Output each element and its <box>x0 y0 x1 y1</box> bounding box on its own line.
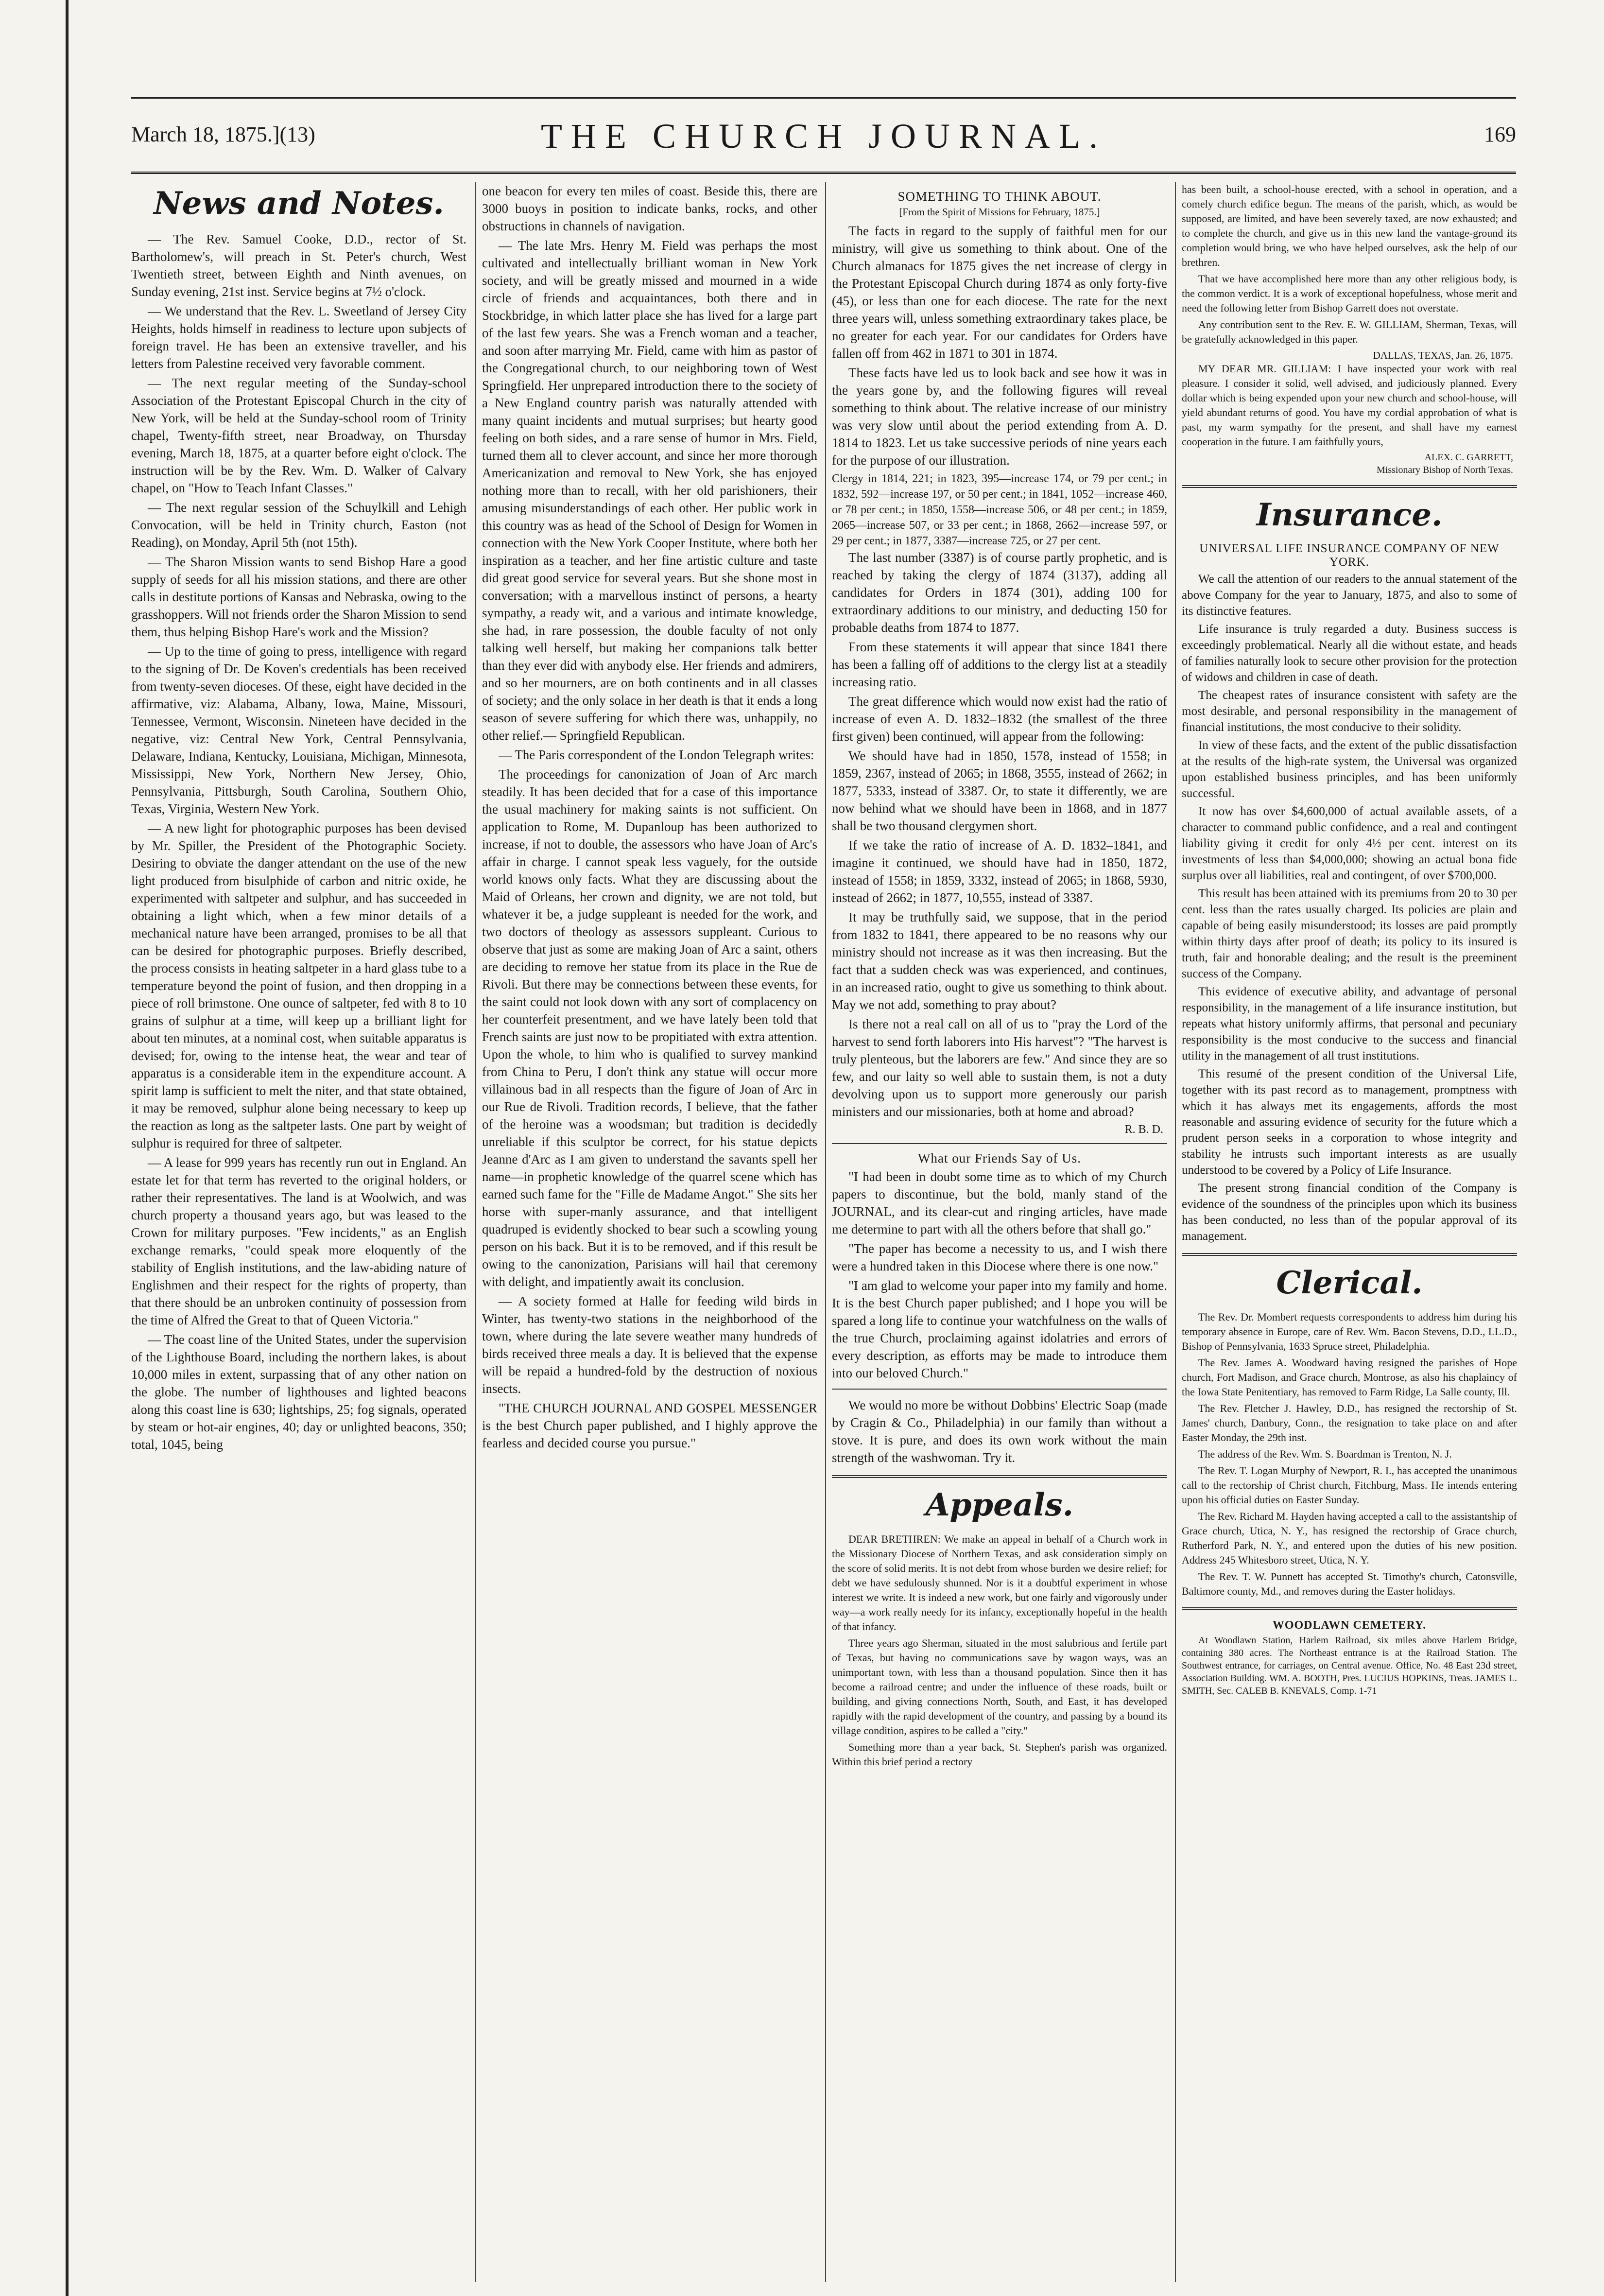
article-paragraph: From these statements it will appear that since 1841 there has been a falling off of additions to the clergy list at a steadily increasing ratio. <box>832 640 1167 689</box>
news-item-quote: The proceedings for canonization of Joan of Arc march steadily. It has been decided that for a case of this importance the usual machinery for making saints is not sufficient. On application to Rome, M. Dupanloup has been authorized to increase, if not to double, the assessors who have Joan of Arc's affair in charge. I cannot speak less vaguely, for the outside world knows only facts. What they are discussing about the Maid of Orleans, her crown and dignity, we are not told, but whatever it be, a judge suppleant is needed for the work, and two doctors of theology as assessors suppleant. Curious to observe that just as some are making Joan of Arc a saint, others are deciding to remove her statue from its place in the Rue de Rivoli. But there may be connections between these events, for the saint could not look down with any sort of complacency on her counterfeit presentment, and we have lately been told that French saints are just now to be propitiated with extra attention. Upon the whole, to him who is qualified to survey mankind from China to Peru, I don't think any statue will occur more villainous bad in all respects than the figure of Joan of Arc in our Rue de Rivoli. Tradition records, I believe, that the father of the heroine was a woodsman; but tradition is decidedly unreliable if this sculptor be correct, for his statue depicts Jeanne d'Arc as I am given to understand the savants spell her name—in prophetic knowledge of the quarrel scene which has earned such fame for the "Fille de Madame Angot." She sits her horse with super-manly assurance, and that intelligent quadruped is evidently shocked to bear such a scowling young person on his back. But it is to be removed, and if this result be owing to the canonization, Parisians will hail that ceremony with delight, and impatiently await its conclusion. <box>482 767 817 1289</box>
letter-dateline: DALLAS, TEXAS, Jan. 26, 1875. <box>1373 349 1513 361</box>
article-paragraph: If we take the ratio of increase of A. D. 1832–1841, and imagine it continued, we should have had in 1850, 1872, instead of 1558; in 1859, 3332, instead of 2065; in 1868, 5930, instead of 2662; in 1877, 10,555, instead of 3387. <box>832 838 1167 905</box>
testimonial: "I had been in doubt some time as to which of my Church papers to discontinue, but the bold, manly stand of the JOURNAL, and its clear-cut and ringing articles, have made me determine to part with all the others before that shall go." <box>832 1169 1167 1236</box>
newspaper-title: THE CHURCH JOURNAL. <box>540 117 1107 156</box>
page-number: 169 <box>1484 122 1516 146</box>
appeal-paragraph: That we have accomplished here more than any other religious body, is the common verdict. It is a work of exceptional hopefulness, whose merit and need the following letter from Bishop Garrett does not overstate. <box>1182 273 1517 314</box>
clerical-notice: The Rev. Richard M. Hayden having accepted a call to the assistantship of Grace church, Utica, N. Y., has resigned the rectorship of Grace church, Rutherford Park, N. Y., and entered upon the duties of his new position. Address 245 Whitesboro street, Utica, N. Y. <box>1182 1510 1517 1566</box>
clerical-notice: The Rev. T. W. Punnett has accepted St. Timothy's church, Catonsville, Baltimore county, Md., and removes during the Easter holidays. <box>1182 1570 1517 1597</box>
news-item: — We understand that the Rev. L. Sweetland of Jersey City Heights, holds himself in readiness to lecture upon subjects of foreign travel. He has been an extensive traveller, and his letters from Palestine received very favorable comment. <box>131 304 466 371</box>
news-item: — The next regular session of the Schuylkill and Lehigh Convocation, will be held in Trinity church, Easton (not Reading), on Monday, April 5th (not 15th). <box>131 500 466 550</box>
column-4 <box>1182 182 1517 2282</box>
insurance-paragraph: Life insurance is truly regarded a duty. Business success is exceedingly problematical. Nearly all die without estate, and heads of families naturally look to secure other provision for the protection of widows and children in case of death. <box>1182 623 1517 684</box>
section-heading-news: News and Notes. <box>154 185 444 222</box>
letter-signature-title: Missionary Bishop of North Texas. <box>1377 465 1513 475</box>
news-item: — The coast line of the United States, under the supervision of the Lighthouse Board, including the northern lakes, is about 10,000 miles in extent, surpassing that of any other nation on the globe. The number of lighthouses and lighted beacons along this coast line is 630; lightships, 25; fog signals, operated by steam or hot-air engines, 40; day or unlighted beacons, 350; total, 1045, being <box>131 1332 466 1452</box>
appeal-paragraph: Three years ago Sherman, situated in the most salubrious and fertile part of Texas, but having no communications save by wagon ways, was an unimportant town, with less than a thousand population. Since then it has become a railroad centre; and under the influence of these roads, built or building, and giving connections North, South, and East, it has developed rapidly with the rapid development of the country, and passing by a bound its village condition, aspires to be called a "city." <box>832 1637 1167 1737</box>
soap-advertisement: We would no more be without Dobbins' Electric Soap (made by Cragin & Co., Philadelphia) in our family than without a stove. It is pure, and does its own work without the main strength of the washwoman. Try it. <box>832 1398 1167 1465</box>
article-paragraph: We should have had in 1850, 1578, instead of 1558; in 1859, 2367, instead of 2065; in 1868, 3555, instead of 2662; in 1877, 5333, instead of 3387. Or, to state it differently, we are now behind what we should have been in 1868, and in 1877 shall be two thousand clergymen short. <box>832 748 1167 833</box>
column-3 <box>832 182 1167 2282</box>
news-item: — Up to the time of going to press, intelligence with regard to the signing of Dr. De Koven's credentials has been received from twenty-seven dioceses. Of these, eight have decided in the affirmative, viz: Alabama, Albany, Iowa, Maine, Missouri, Tennessee, Vermont, Wisconsin. Nineteen have decided in the negative, viz: Central New York, Central Pennsylvania, Delaware, Indiana, Kentucky, Louisiana, Michigan, Minnesota, Mississippi, New York, Northern New Jersey, Ohio, Pennsylvania, Pittsburgh, South Carolina, Southern Ohio, Texas, Virginia, Western New York. <box>131 644 466 816</box>
clerical-notice: The address of the Rev. Wm. S. Boardman is Trenton, N. J. <box>1198 1448 1452 1460</box>
insurance-paragraph: In view of these facts, and the extent of the public dissatisfaction at the results of the high-rate system, the Universal was organized upon established business principles, and has been uniformly successful. <box>1182 739 1517 800</box>
insurance-paragraph: It now has over $4,600,000 of actual available assets, of a character to command public confidence, and a real and contingent liability giving it credit for only 4½ per cent. interest on its investments of less than $4,000,000; showing an actual bona fide surplus over all liabilities, real and contingent, of over $700,000. <box>1182 805 1517 882</box>
insurance-company-title: UNIVERSAL LIFE INSURANCE COMPANY OF NEW YORK. <box>1199 542 1500 569</box>
appeal-paragraph: has been built, a school-house erected, with a school in operation, and a comely church edifice begun. The means of the parish, which, as would be supposed, are limited, and have been severely taxed, are now exhausted; and to complete the church, and give us in this new land the vantage-ground its completion would bring, we who have helped ourselves, ask the help of our brethren. <box>1182 183 1517 268</box>
columns <box>131 182 1516 2282</box>
bishop-letter: MY DEAR MR. GILLIAM: I have inspected your work with real pleasure. I consider it solid, well advised, and judiciously planned. Every dollar which is being expended upon your new church and school-house, will yield abundant returns of good. You have my cordial approbation of what is past, my warm sympathy for the present, and shall have my earnest cooperation in the future. I am faithfully yours, <box>1182 363 1517 448</box>
divider <box>832 1389 1167 1390</box>
news-item: — A lease for 999 years has recently run out in England. An estate let for that term has reverted to the original holders, or rather their representatives. The land is at Woolwich, and was church property a thousand years ago, but was leased to the Crown for military purposes. "Few incidents," as an English exchange remarks, "could speak more eloquently of the stability of English institutions, and the law-abiding nature of Englishmen and their respect for the rights of property, than that there should be an unbroken continuity of possession from the time of Alfred the Great to that of Queen Victoria." <box>131 1155 466 1327</box>
left-margin-rule <box>66 0 69 2296</box>
testimonial: "I am glad to welcome your paper into my family and home. It is the best Church paper published; and I hope you will be spared a long life to continue your watchfulness on the walls of the true Church, proclaiming against idolatries and errors of every description, as efforts may be made to introduce them into our beloved Church." <box>832 1278 1167 1380</box>
issue-date: March 18, 1875.](13) <box>131 122 315 146</box>
insurance-paragraph: The present strong financial condition of the Company is evidence of the soundness of the principles upon which its business has been conducted, no less than of the popular approval of its management. <box>1182 1182 1517 1243</box>
article-paragraph: The last number (3387) is of course partly prophetic, and is reached by taking the clergy of 1874 (3137), adding all candidates for Orders in 1874 (301), adding 100 for extraordinary additions to our ministry, and deducting 150 for probable deaths from 1874 to 1877. <box>832 550 1167 635</box>
section-heading-clerical: Clerical. <box>1276 1265 1423 1301</box>
news-item: — A society formed at Halle for feeding wild birds in Winter, has twenty-two stations in the neighborhood of the town, where during the late severe weather many hundreds of birds received three meals a day. It is believed that the expense will be repaid a hundred-fold by the destruction of noxious insects. <box>482 1294 817 1396</box>
divider <box>1182 1253 1517 1256</box>
insurance-paragraph: We call the attention of our readers to the annual statement of the above Company for the year to January, 1875, and also to some of its distinctive features. <box>1182 573 1517 618</box>
article-heading-friends: What our Friends Say of Us. <box>918 1151 1081 1165</box>
news-item: — A new light for photographic purposes has been devised by Mr. Spiller, the President of the Photographic Society. Desiring to obviate the danger attendant on the use of the new light produced from bisulphide of carbon and nitric oxide, he experimented with saltpeter and sulphur, and has succeeded in obtaining a light which, when a few minor details of a mechanical nature have been arranged, promises to be all that can be desired for photographic purposes. Briefly described, the process consists in heating saltpeter in a hard glass tube to a temperature beyond the point of fusion, and then dropping in a piece of roll brimstone. One ounce of saltpeter, fed with 8 to 10 grains of sulphur at a time, will keep up a brilliant light for about ten minutes, at a nominal cost, when suitable apparatus is devised; for, owing to the intense heat, the wear and tear of apparatus is a considerable item in the expenditure account. A spirit lamp is sufficient to melt the niter, and that state obtained, it may be removed, sulphur alone being necessary to keep up the reaction as long as the saltpeter lasts. One part by weight of sulphur is required for three of saltpeter. <box>131 821 466 1150</box>
testimonial: "THE CHURCH JOURNAL AND GOSPEL MESSENGER is the best Church paper published, and I highly approve the fearless and decided course you pursue." <box>482 1401 817 1450</box>
column-divider <box>475 182 476 2282</box>
news-item: — The late Mrs. Henry M. Field was perhaps the most cultivated and intellectually brilliant woman in New York society, and will be greatly missed and mourned in a wide circle of friends and acquaintances, both there and in Stockbridge, in which latter place she has lived for a large part of the last few years. She was a French woman and a teacher, and soon after marrying Mr. Field, came with him as pastor of the Congregational church, to our neighboring town of West Springfield. Her unprepared introduction there to the society of a New England country parish was naturally attended with many quaint incidents and mutual surprises; but hearty good feeling on both sides, and a rare sense of humor in Mrs. Field, turned them all to clever account, and since her more thorough Americanization and removal to New York, she has enjoyed nothing more than to recall, with her old parishioners, their amusing misunderstandings of each other. Her public work in this country was as head of the School of Design for Women in connection with the New York Cooper Institute, where both her inspiration as a teacher, and her fine artistic culture and taste did great good service for several years. But she shone most in conversation; with a marvellous instinct of persons, a hearty sympathy, a ready wit, and a various and intimate knowledge, she had, in rare possession, the double faculty of not only talking well herself, but making her companions talk better than they ever did with anybody else. Her friends and admirers, and so her mourners, are on both continents and in all classes of society; and the only solace in her death is that it ends a long season of severe suffering for which there was, unhappily, no other relief.— Springfield Republican. <box>482 238 817 743</box>
article-paragraph: Is there not a real call on all of us to "pray the Lord of the harvest to send forth laborers into His harvest"? "The harvest is truly plenteous, but the laborers are few." And since they are so few, and our laity so well able to sustain them, is not a duty devolving upon us to support more generously our parish ministers and our missionaries, both at home and abroad? <box>832 1017 1167 1119</box>
news-item: one beacon for every ten miles of coast. Beside this, there are 3000 buoys in position to indicate banks, rocks, and other obstructions in channels of navigation. <box>482 184 817 233</box>
divider <box>1182 485 1517 488</box>
article-signature: R. B. D. <box>1124 1123 1163 1136</box>
column-divider <box>1175 182 1176 2282</box>
divider <box>832 1143 1167 1144</box>
article-source: [From the Spirit of Missions for February, 1875.] <box>899 206 1100 218</box>
insurance-paragraph: The cheapest rates of insurance consistent with safety are the most desirable, and personal responsibility in the management of financial institutions, the most conducive to their solidity. <box>1182 689 1517 734</box>
masthead <box>131 97 1516 174</box>
article-heading-think: SOMETHING TO THINK ABOUT. <box>897 189 1102 204</box>
cemetery-ad-title: WOODLAWN CEMETERY. <box>1272 1619 1427 1632</box>
column-2 <box>482 182 817 2282</box>
news-item: — The Sharon Mission wants to send Bishop Hare a good supply of seeds for all his mission stations, and there are other calls in destitute portions of Kansas and Nebraska, owing to the grasshoppers. Will not friends order the Sharon Mission to send them, thus helping Bishop Hare's work and the Mission? <box>131 555 466 639</box>
news-item: — The Rev. Samuel Cooke, D.D., rector of St. Bartholomew's, will preach in St. Peter's church, West Twentieth street, between Eighth and Ninth avenues, on Sunday evening, 21st inst. Service begins at 7½ o'clock. <box>131 232 466 299</box>
clerical-notice: The Rev. James A. Woodward having resigned the parishes of Hope church, Fort Madison, and Grace church, Montrose, as also his chaplaincy of the Iowa State Penitentiary, has removed to Farm Ridge, La Salle county, Ill. <box>1182 1357 1517 1398</box>
clergy-statistics: Clergy in 1814, 221; in 1823, 395—increase 174, or 79 per cent.; in 1832, 592—increase 197, or 50 per cent.; in 1841, 1052—increase 460, or 78 per cent.; in 1850, 1558—increase 506, or 48 per cent.; in 1859, 2065—increase 507, or 33 per cent.; in 1868, 2662—increase 597, or 29 per cent.; in 1877, 3387—increase 725, or 27 per cent. <box>832 472 1167 547</box>
news-item: — The Paris correspondent of the London Telegraph writes: <box>499 748 814 762</box>
column-divider <box>825 182 826 2282</box>
insurance-paragraph: This evidence of executive ability, and advantage of personal responsibility, in the management of a life insurance institution, but repeats what history uniformly affirms, that personal and pecuniary responsibility is the most conducive to the success and financial utility in the management of all trust institutions. <box>1182 985 1517 1062</box>
clerical-notice: The Rev. Fletcher J. Hawley, D.D., has resigned the rectorship of St. James' church, Danbury, Conn., the resignation to take place on and after Easter Monday, the 29th inst. <box>1182 1402 1517 1444</box>
column-1 <box>131 182 466 2282</box>
appeal-paragraph: Something more than a year back, St. Stephen's parish was organized. Within this brief period a rectory <box>832 1741 1167 1768</box>
article-paragraph: These facts have led us to look back and see how it was in the years gone by, and the following figures will reveal something to think about. The relative increase of our ministry was very slow until about the period extending from A. D. 1814 to 1823. Let us take successive periods of nine years each for the purpose of our illustration. <box>832 365 1167 468</box>
appeal-paragraph: DEAR BRETHREN: We make an appeal in behalf of a Church work in the Missionary Diocese of Northern Texas, and ask consideration simply on the score of solid merits. It is not debt from whose burden we desire relief; for debt we have sedulously shunned. Nor is it a doubtful experiment in whose interest we write. It is indeed a new work, but one fairly and vigorously under way—a work really needy for its infancy, exceptionally hopeful in the health of that infancy. <box>832 1533 1167 1633</box>
testimonial: "The paper has become a necessity to us, and I wish there were a hundred taken in this Diocese where there is one now." <box>832 1241 1167 1273</box>
insurance-paragraph: This resumé of the present condition of the Universal Life, together with its past record as to management, promptness with which it has always met its engagements, affords the most reasonable and assuring evidence of security for the future which a prudent person seeks in a corporation to whose integrity and stability he intrusts such important interests as are usually understood to be covered by a Policy of Life Insurance. <box>1182 1067 1517 1177</box>
divider <box>1182 1607 1517 1610</box>
clerical-notice: The Rev. T. Logan Murphy of Newport, R. I., has accepted the unanimous call to the rectorship of Christ church, Fitchburg, Mass. He intends entering upon his official duties on Easter Sunday. <box>1182 1464 1517 1506</box>
divider <box>832 1475 1167 1478</box>
article-paragraph: It may be truthfully said, we suppose, that in the period from 1832 to 1841, there appeared to be no reasons why our ministry should not increase as it was then increasing. But the fact that a sudden check was was experienced, and continues, in an increased ratio, ought to give us something to think about. May we not add, something to pray about? <box>832 910 1167 1012</box>
news-item: — The next regular meeting of the Sunday-school Association of the Protestant Episcopal Church in the city of New York, will be held at the Sunday-school room of Trinity chapel, Twenty-fifth street, near Broadway, on Thursday evening, March 18, 1875, at a quarter before eight o'clock. The instruction will be by the Rev. Wm. D. Walker of Calvary chapel, on "How to Teach Infant Classes." <box>131 376 466 495</box>
insurance-paragraph: This result has been attained with its premiums from 20 to 30 per cent. less than the rates usually charged. Its policies are plain and capable of being easily misunderstood; its losses are paid promptly within thirty days after proof of death; its policy to its insured is truth, fair and honorable dealing; and the result is the preeminent success of the Company. <box>1182 887 1517 980</box>
appeal-paragraph: Any contribution sent to the Rev. E. W. GILLIAM, Sherman, Texas, will be gratefully acknowledged in this paper. <box>1182 318 1517 345</box>
article-paragraph: The facts in regard to the supply of faithful men for our ministry, will give us something to think about. One of the Church almanacs for 1875 gives the net increase of clergy in the Protestant Episcopal Church during 1874 as only forty-five (45), or less than one for each diocese. The rate for the next three years will, unless something extraordinary takes place, be no greater for each year. For our candidates for Orders have fallen off from 462 in 1871 to 301 in 1874. <box>832 224 1167 361</box>
clerical-notice: The Rev. Dr. Mombert requests correspondents to address him during his temporary absence in Europe, care of Rev. Wm. Bacon Stevens, D.D., LL.D., Bishop of Pennsylvania, 1633 Spruce street, Philadelphia. <box>1182 1311 1517 1352</box>
letter-signature: ALEX. C. GARRETT, <box>1424 452 1513 463</box>
cemetery-ad-text: At Woodlawn Station, Harlem Railroad, six miles above Harlem Bridge, containing 380 acres. The Northeast entrance is at the Railroad Station. The Southwest entrance, for carriages, on Central avenue. Office, No. 48 East 23d street, Association Building. WM. A. BOOTH, Pres. LUCIUS HOPKINS, Treas. JAMES L. SMITH, Sec. CALEB B. KNEVALS, Comp. 1-71 <box>1182 1635 1517 1696</box>
section-heading-insurance: Insurance. <box>1256 497 1443 533</box>
section-heading-appeals: Appeals. <box>926 1487 1073 1523</box>
newspaper-page <box>131 97 1516 2284</box>
article-paragraph: The great difference which would now exist had the ratio of increase of even A. D. 1832–1832 (the smallest of the three first given) been continued, will appear from the following: <box>832 694 1167 744</box>
